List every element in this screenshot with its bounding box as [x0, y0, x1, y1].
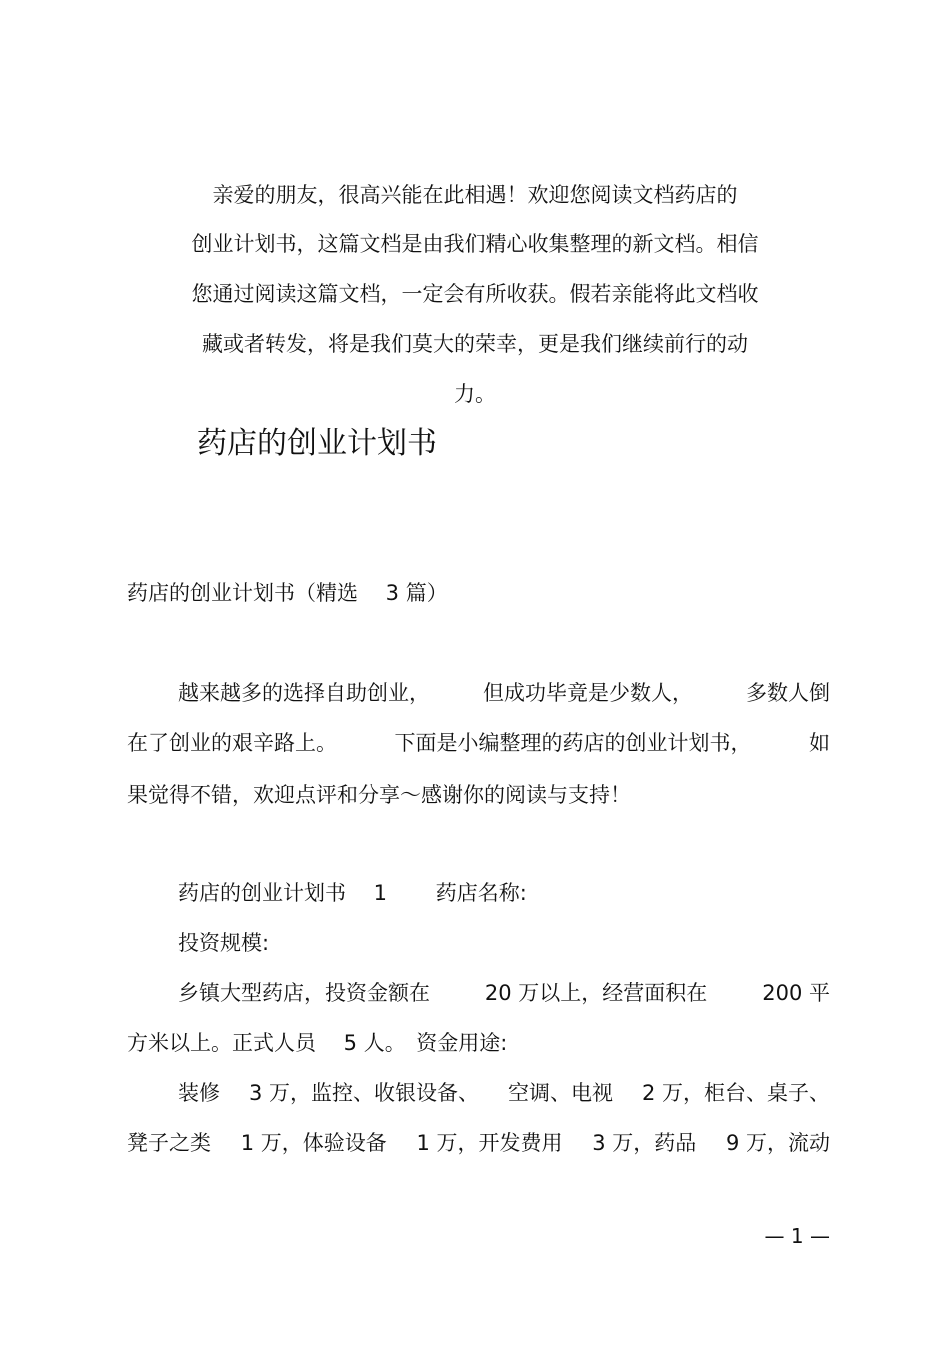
text-segment: 如: [809, 731, 830, 755]
section-1-line-d: [127, 1128, 830, 1158]
text-segment: 装修: [178, 1081, 220, 1105]
document-subtitle: 药店的创业计划书（精选 3 篇）: [127, 581, 448, 605]
intro-line-4: 藏或者转发，将是我们莫大的荣幸，更是我们继续前行的动: [202, 332, 748, 356]
text-segment: 1 万，体验设备: [240, 1131, 387, 1155]
text-segment: 凳子之类: [127, 1131, 211, 1155]
intro-line-3: 您通过阅读这篇文档，一定会有所收获。假若亲能将此文档收: [191, 282, 759, 306]
section-1-line-b: 方米以上。正式人员 5 人。 资金用途:: [127, 1031, 508, 1055]
text-segment: 乡镇大型药店，投资金额在: [178, 981, 430, 1005]
document-title: 药店的创业计划书: [197, 426, 437, 461]
text-segment: 多数人倒: [746, 681, 830, 705]
text-segment: 但成功毕竟是少数人，: [483, 681, 693, 705]
intro-line-2: 创业计划书，这篇文档是由我们精心收集整理的新文档。相信: [191, 232, 759, 256]
intro-line-5: 力。: [454, 382, 496, 406]
paragraph-1-line-1: [178, 678, 830, 708]
text-segment: 1 万，开发费用: [416, 1131, 563, 1155]
text-segment: 空调、电视: [507, 1081, 613, 1105]
section-1-line-a: [178, 978, 830, 1008]
text-segment: 下面是小编整理的药店的创业计划书，: [394, 731, 752, 755]
investment-scale-label: 投资规模:: [178, 931, 270, 955]
text-segment: 3 万，监控、收银设备、: [248, 1081, 480, 1105]
page-number: — 1 —: [764, 1224, 830, 1248]
paragraph-1-line-2: [127, 728, 830, 758]
section-1-heading: 药店的创业计划书 1 药店名称:: [178, 881, 527, 905]
paragraph-1-line-3: 果觉得不错，欢迎点评和分享～感谢你的阅读与支持！: [127, 783, 631, 807]
text-segment: 3 万，药品: [592, 1131, 697, 1155]
text-segment: 越来越多的选择自助创业，: [178, 681, 430, 705]
intro-line-1: 亲爱的朋友，很高兴能在此相遇！欢迎您阅读文档药店的: [212, 183, 738, 207]
text-segment: 9 万，流动: [725, 1131, 830, 1155]
text-segment: 20 万以上，经营面积在: [484, 981, 708, 1005]
text-segment: 2 万，柜台、桌子、: [641, 1081, 830, 1105]
section-1-line-c: [178, 1078, 830, 1108]
text-segment: 在了创业的艰辛路上。: [127, 731, 337, 755]
text-segment: 200 平: [762, 981, 830, 1005]
